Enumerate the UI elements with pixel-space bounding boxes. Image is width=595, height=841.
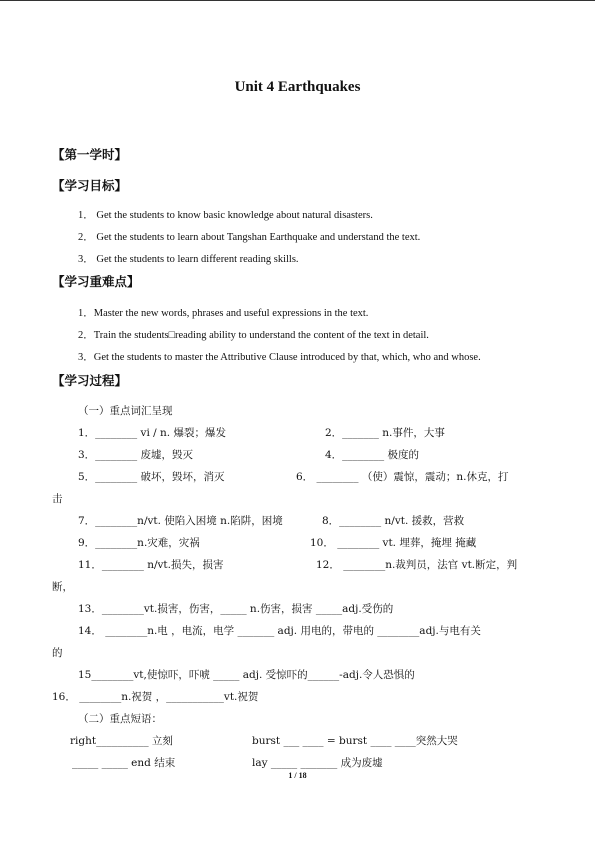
vocab-item: 14． ________n.电 ，电流，电学 _______ adj. 用电的，带电的 ________adj.与电有关: [78, 625, 481, 637]
vocab-item: 10． ________ vt. 埋葬，掩埋 掩藏: [310, 537, 477, 549]
vocab-item: 12． ________n.裁判员，法官 vt.断定，判: [316, 559, 518, 571]
vocab-item: 13．________vt.损害，伤害，_____ n.伤害，损害 _____adj.受伤的: [78, 603, 394, 615]
vocab-item: 16． ________n.祝贺 ，___________vt.祝贺: [52, 691, 259, 703]
vocab-item: 2．_______ n.事件，大事: [325, 427, 445, 439]
vocab-item-wrap: 断，: [52, 581, 73, 593]
vocab-item: 11．________ n/vt.损失，损害: [78, 559, 224, 571]
vocab-item: 4．________ 极度的: [325, 449, 420, 461]
vocab-heading: （一）重点词汇呈现: [78, 405, 173, 417]
vocab-item: 9．________n.灾难，灾祸: [78, 537, 200, 549]
phrase-item: lay _____ _______ 成为废墟: [252, 757, 383, 769]
vocab-item: 8．________ n/vt. 援救，营救: [322, 515, 465, 527]
vocab-item: 1．________ vi / n. 爆裂；爆发: [78, 427, 226, 439]
key-points-heading: 【学习重难点】: [52, 274, 140, 289]
goal-item: 1． Get the students to know basic knowledge about natural disasters.: [78, 210, 373, 221]
vocab-item: 3．________ 废墟，毁灭: [78, 449, 194, 461]
process-heading: 【学习过程】: [52, 373, 128, 388]
phrase-item: burst ___ ____ = burst ____ ____突然大哭: [252, 735, 458, 747]
vocab-item-wrap: 的: [52, 647, 63, 659]
goal-item: 2． Get the students to learn about Tangshan Earthquake and understand the text.: [78, 232, 421, 243]
phrase-item: right__________ 立刻: [70, 735, 173, 747]
vocab-item: 5．________ 破坏，毁坏，消灭: [78, 471, 225, 483]
vocab-item: 6． ________ （使）震惊，震动；n.休克，打: [296, 471, 509, 483]
page-number: 1 / 18: [288, 771, 307, 780]
top-rule: [0, 0, 595, 1]
vocab-item: 7．________n/vt. 使陷入困境 n.陷阱，困境: [78, 515, 283, 527]
vocab-item: 15________vt,使惊吓，吓唬 _____ adj. 受惊吓的______-adj.令人恐惧的: [78, 669, 415, 681]
key-point-item: 2．Train the students□reading ability to understand the content of the text in detail.: [78, 330, 429, 341]
vocab-item-wrap: 击: [52, 493, 63, 505]
key-point-item: 3．Get the students to master the Attributive Clause introduced by that, which, who and whose.: [78, 352, 481, 363]
page-title: Unit 4 Earthquakes: [234, 79, 361, 95]
section-first-lesson: 【第一学时】: [52, 147, 128, 162]
goals-heading: 【学习目标】: [52, 178, 128, 193]
phrase-item: _____ _____ end 结束: [72, 757, 176, 769]
goal-item: 3． Get the students to learn different reading skills.: [78, 254, 299, 265]
phrases-heading: （二）重点短语：: [78, 713, 162, 725]
key-point-item: 1．Master the new words, phrases and useful expressions in the text.: [78, 308, 369, 319]
